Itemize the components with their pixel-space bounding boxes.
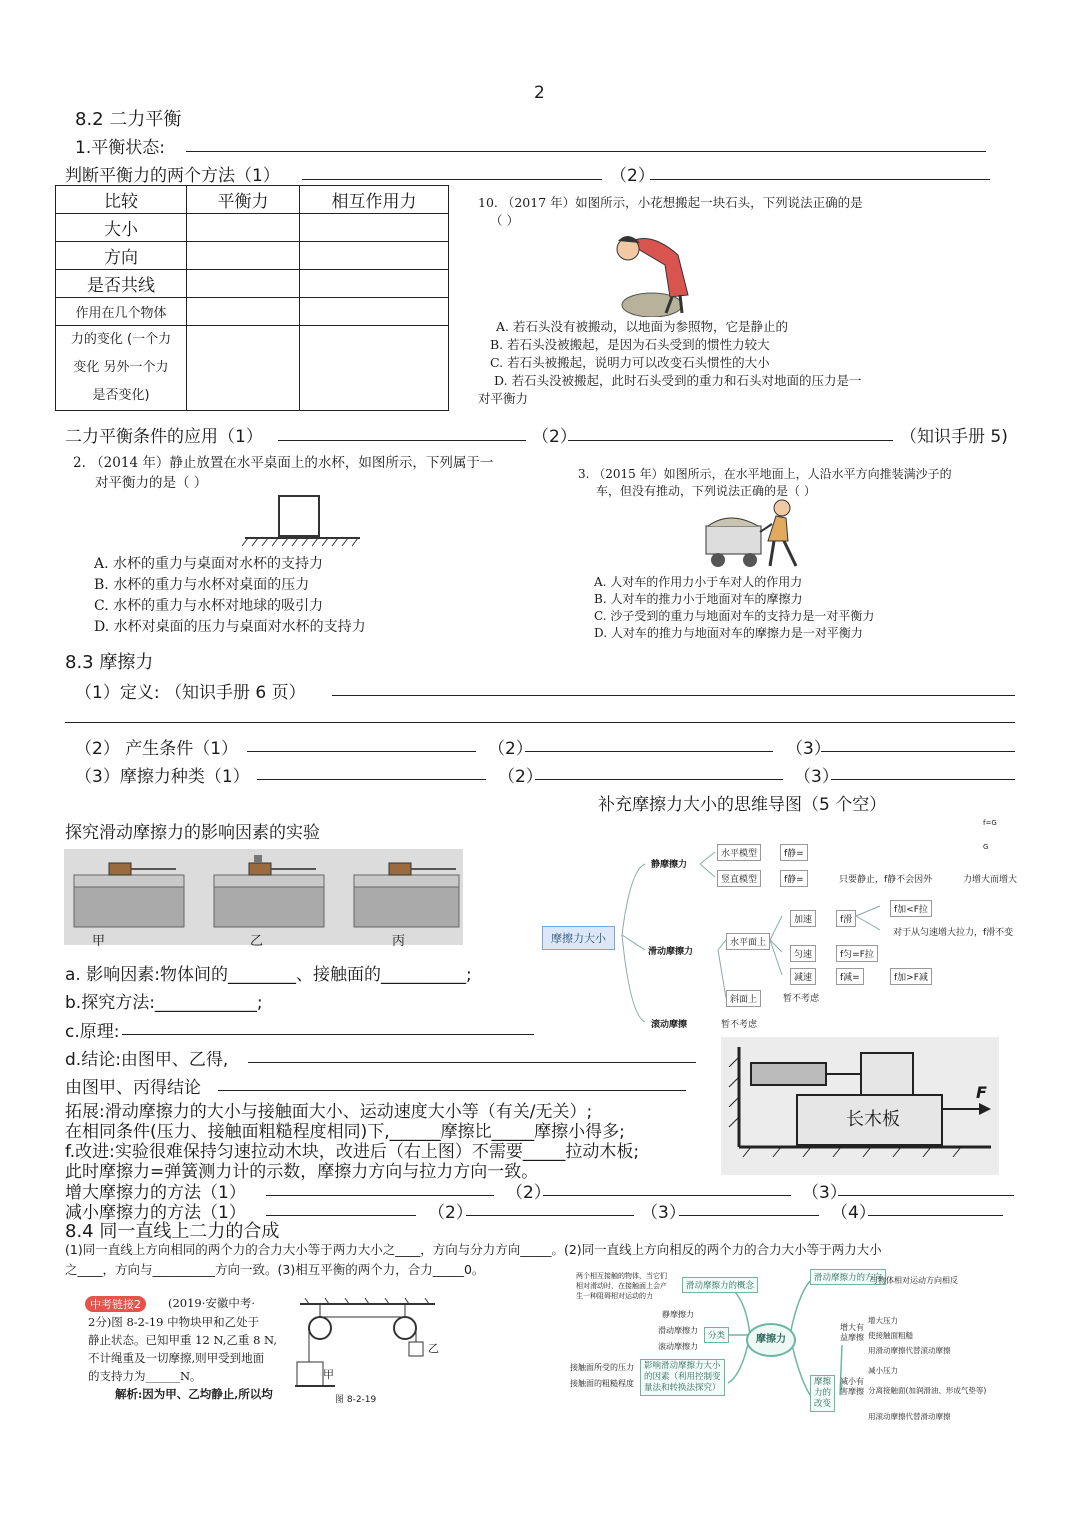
mindmap-sliding: 滑动摩擦力 [645,943,696,958]
table-row-label [56,326,187,411]
mindmap-root: 摩擦力大小 [542,926,615,950]
condition-blank-3[interactable] [821,751,1015,752]
mindmap-f-accel: f滑 [836,910,856,927]
pulley-caption: 图 8-2-19 [335,1395,377,1405]
table-header: 平衡力 [187,186,300,214]
q10-option-a: A. 若石头没有被搬动，以地面为参照物，它是静止的 [496,319,788,334]
increase-blank-2[interactable] [543,1195,791,1196]
principle-blank[interactable] [122,1034,534,1035]
increase-line: 增大有 [840,1323,864,1332]
factor-item-2: 接触面的粗糙程度 [570,1379,634,1388]
mindmap-f-uniform: f匀=F拉 [836,945,878,962]
dec-item-3: 用滚动摩擦代替滑动摩擦 [868,1412,951,1421]
decrease-label-4: （4） [831,1203,876,1223]
inc-item-2: 使接触面粗糙 [868,1331,913,1340]
decrease-label-2: （2） [428,1203,473,1223]
section-8-3-title: 8.3 摩擦力 [65,652,154,673]
experiment-title: 探究滑动摩擦力的影响因素的实验 [65,823,320,843]
mindmap-accelerate: 加速 [790,910,816,927]
factors-line: 影响滑动摩擦力大小 [644,1361,721,1371]
kind-rolling: 滚动摩擦力 [658,1342,698,1351]
q3-stem-2: 车，但没有推动，下列说法正确的是（ ） [596,484,816,498]
change-line: 摩擦 [814,1377,832,1387]
table-cell[interactable] [300,326,449,411]
kinds-label-2: （2） [498,767,543,787]
long-board-figure [721,1037,999,1175]
q3-stem: 3. （2015 年）如图所示，在水平地面上，人沿水平方向推装满沙子的 [578,467,952,481]
definition-label: （1）定义: （知识手册 6 页） [75,683,306,703]
table-cell[interactable] [300,270,449,298]
table-cell[interactable] [187,242,300,270]
section-8-2-title: 8.2 二力平衡 [75,109,182,130]
condition-blank-2[interactable] [525,751,773,752]
mindmap-title: 补充摩擦力大小的思维导图（5 个空） [598,795,887,815]
resultant-force-line-2: 之____，方向与__________方向一致。(3)相互平衡的两个力，合力_____0。 [65,1262,485,1277]
comparison-table [55,185,449,411]
conclusion-blank-2[interactable] [218,1090,686,1091]
mindmap-fg-2: G [980,842,991,852]
mindmap-note-1b: 力增大而增大 [960,871,1020,886]
apply-ref: （知识手册 5) [900,427,1008,447]
factors-node [640,1359,725,1396]
dec-item-1: 减小压力 [868,1366,898,1375]
mindmap-horizontal-model: 水平模型 [717,844,761,861]
fig-label-jia: 甲 [92,934,106,949]
mindmap-horizontal-plane: 水平面上 [726,933,770,950]
increase-label-2: （2） [506,1183,551,1203]
condition-blank-1[interactable] [247,751,476,752]
table-cell[interactable] [187,326,300,411]
cup-on-table-figure [240,490,365,552]
q10-tail: 对平衡力 [478,391,529,406]
apply-label: 二力平衡条件的应用（1） [65,427,263,447]
decrease-blank-2[interactable] [466,1215,634,1216]
person-pushing-cart-figure [700,496,810,571]
judge-blank-2[interactable] [650,179,990,180]
q1-blank[interactable] [186,151,986,152]
row-label-line: 力的变化 (一个力 [70,332,172,347]
q2-stem: 2. （2014 年）静止放置在水平桌面上的水杯，如图所示，下列属于一 [73,455,494,471]
table-row-label: 作用在几个物体 [56,298,187,326]
judge-label: 判断平衡力的两个方法（1） [65,166,280,186]
mindmap-note-1: 只要静止，f静不会因外 [836,871,935,886]
factors-line: 的因素（利用控制变 [644,1372,721,1382]
definition-blank-2[interactable] [65,722,1015,723]
kinds-blank-2[interactable] [535,779,783,780]
exam-line-5: 的支持力为______N。 [88,1369,202,1383]
table-cell[interactable] [300,298,449,326]
row-label-line: 是否变化) [92,388,150,403]
factors-line: 量法和转换法探究） [644,1383,721,1393]
table-row-label: 方向 [56,242,187,270]
inc-item-3: 用滑动摩擦代替滚动摩擦 [868,1346,951,1355]
concept-desc-line: 相对滑动时，在接触面上会产 [576,1282,667,1290]
mindmap-rolling: 滚动摩擦 [648,1016,690,1031]
improve-line-2: 此时摩擦力=弹簧测力计的示数，摩擦力方向与拉力方向一致。 [65,1162,539,1182]
concept-desc-line: 两个相互接触的物体，当它们 [576,1272,667,1280]
direction-desc: 与物体相对运动方向相反 [870,1276,958,1285]
concept-node: 滑动摩擦力的概念 [682,1277,758,1293]
increase-blank-1[interactable] [266,1195,494,1196]
increase-label-3: （3） [802,1183,847,1203]
change-line: 改变 [814,1399,832,1409]
mindmap-f-decel: f减= [836,968,864,985]
decrease-line: 减小有 [840,1377,864,1386]
method-line: b.探究方法:____________; [65,993,263,1013]
decrease-line: 害摩擦 [840,1387,864,1396]
decrease-label: 减小摩擦力的方法（1） [65,1203,246,1223]
mindmap-ineq-1: f加<F拉 [890,900,932,917]
mindmap-fg-1: f=G [980,818,1000,828]
dec-item-2: 分离接触面(加润滑油、形成气垫等) [868,1386,987,1395]
kinds-blank-1[interactable] [257,779,486,780]
increase-line: 益摩擦 [840,1333,864,1342]
table-header: 相互作用力 [300,186,449,214]
mindmap-f-static-2: f静= [780,870,808,887]
pulley-label-yi: 乙 [428,1342,439,1355]
table-cell[interactable] [300,242,449,270]
table-cell[interactable] [187,298,300,326]
exam-tag: 中考链接2 [85,1296,146,1312]
mindmap-ineq-2: f加>F减 [890,968,932,985]
section-8-4-title: 8.4 同一直线上二力的合成 [65,1221,280,1242]
mindmap-note-2: 对于从匀速增大拉力，f滑不变 [890,924,1016,939]
page-number: 2 [534,83,545,103]
conclusion-label: d.结论:由图甲、乙得, [65,1050,229,1070]
direction-node: 滑动摩擦力的方向 [810,1269,886,1285]
kind-static: 静摩擦力 [662,1310,694,1319]
friction-mindmap [540,819,1020,1035]
q3-option-c: C. 沙子受到的重力与地面对车的支持力是一对平衡力 [594,609,875,623]
mindmap-static: 静摩擦力 [648,856,690,871]
condition-label: （2） 产生条件（1） [75,739,239,759]
q3-option-d: D. 人对车的推力与地面对车的摩擦力是一对平衡力 [594,626,863,640]
change-node [810,1375,835,1412]
decrease-blank-4[interactable] [868,1215,1003,1216]
mindmap2-center: 摩擦力 [746,1323,796,1357]
conclusion-label-2: 由图甲、丙得结论 [65,1078,201,1098]
judge-label-2: （2） [610,166,655,186]
exam-line-4: 不计绳重及一切摩擦,则甲受到地面 [88,1351,265,1365]
factor-line: a. 影响因素:物体间的________、接触面的__________; [65,965,472,985]
fig-label-bing: 丙 [392,934,406,949]
exam-line-3: 静止状态。已知甲重 12 N,乙重 8 N, [88,1333,278,1347]
board-label: 长木板 [846,1109,900,1130]
friction-overview-mindmap [570,1265,987,1435]
mindmap-vertical-model: 竖直模型 [717,870,761,887]
mindmap-no-consider: 暂不考虑 [780,990,822,1005]
q3-option-b: B. 人对车的推力小于地面对车的摩擦力 [594,592,803,606]
mindmap-decelerate: 减速 [790,968,816,985]
conclusion-blank-1[interactable] [248,1062,696,1063]
extension-line-1: 拓展:滑动摩擦力的大小与接触面大小、运动速度大小等（有关/无关）; [65,1102,593,1122]
decrease-label-3: （3） [641,1203,686,1223]
table-cell[interactable] [187,270,300,298]
pulley-figure [295,1298,445,1398]
increase-blank-3[interactable] [838,1195,1014,1196]
table-cell[interactable] [187,214,300,242]
concept-desc-line: 生一种阻碍相对运动的力 [576,1292,653,1300]
exam-line-2: 2分)图 8-2-19 中物块甲和乙处于 [88,1315,260,1329]
mindmap-slope: 斜面上 [726,990,761,1007]
resultant-force-line-1: (1)同一直线上方向相同的两个力的合力大小等于两力大小之____，方向与分力方向_____。(2)同一直线上方向相反的两个力的合力大小等于两力大小 [65,1242,882,1257]
apply-blank-2[interactable] [568,440,893,441]
q10-option-b: B. 若石头没被搬起，是因为石头受到的惯性力较大 [490,337,770,352]
q2-stem-2: 对平衡力的是（ ） [95,475,208,491]
table-cell[interactable] [300,214,449,242]
kinds-blank-3[interactable] [831,779,1015,780]
q3-option-a: A. 人对车的作用力小于车对人的作用力 [594,575,803,589]
q2-option-c: C. 水杯的重力与水杯对地球的吸引力 [94,598,324,614]
q2-option-b: B. 水杯的重力与水杯对桌面的压力 [94,577,310,593]
table-header: 比较 [56,186,187,214]
factor-item-1: 接触面所受的压力 [570,1363,634,1372]
mindmap-uniform: 匀速 [790,945,816,962]
mindmap-f-static-1: f静= [780,844,808,861]
q10-option-d: D. 若石头没被搬起，此时石头受到的重力和石头对地面的压力是一 [494,373,862,388]
improve-line-1: f.改进:实验很难保持匀速拉动木块，改进后（右上图）不需要_____拉动木板; [65,1142,640,1162]
decrease-blank-1[interactable] [266,1215,416,1216]
condition-label-3: （3） [786,739,831,759]
q2-option-d: D. 水杯对桌面的压力与桌面对水杯的支持力 [94,619,366,635]
exam-line-1: (2019·安徽中考· [168,1296,256,1310]
table-row-label: 大小 [56,214,187,242]
classify-node: 分类 [704,1327,729,1343]
row-label-line: 变化 另外一个力 [73,360,169,375]
q10-stem: 10. （2017 年）如图所示，小花想搬起一块石头，下列说法正确的是 [478,195,863,210]
decrease-node [840,1377,864,1397]
kind-sliding: 滑动摩擦力 [658,1326,698,1335]
condition-label-2: （2） [488,739,533,759]
definition-blank-1[interactable] [332,695,1015,696]
change-line: 力的 [814,1388,832,1398]
exam-line-6: 解析:因为甲、乙均静止,所以均 [115,1387,273,1401]
table-row-label: 是否共线 [56,270,187,298]
girl-lifting-stone-figure [610,225,720,317]
mindmap-no-consider-2: 暂不考虑 [718,1016,760,1031]
q10-paren: （ ） [490,213,519,228]
inc-item-1: 增大压力 [868,1316,898,1325]
extension-line-2: 在相同条件(压力、接触面粗糙程度相同)下,______摩擦比_____摩擦小得多; [65,1122,625,1142]
principle-label: c.原理: [65,1022,120,1042]
kinds-label: （3）摩擦力种类（1） [75,767,250,787]
force-label: F [976,1083,987,1102]
q1-label: 1.平衡状态: [75,138,165,158]
pulley-label-jia: 甲 [323,1368,334,1381]
increase-node [840,1323,864,1343]
kinds-label-3: （3） [794,767,839,787]
fig-label-yi: 乙 [250,934,264,949]
judge-blank-1[interactable] [302,179,602,180]
decrease-blank-3[interactable] [679,1215,819,1216]
concept-desc [576,1271,667,1301]
q10-option-c: C. 若石头被搬起，说明力可以改变石头惯性的大小 [490,355,770,370]
q2-option-a: A. 水杯的重力与桌面对水杯的支持力 [94,556,324,572]
apply-label-2: （2） [532,427,577,447]
increase-label: 增大摩擦力的方法（1） [65,1183,246,1203]
apply-blank-1[interactable] [278,440,526,441]
